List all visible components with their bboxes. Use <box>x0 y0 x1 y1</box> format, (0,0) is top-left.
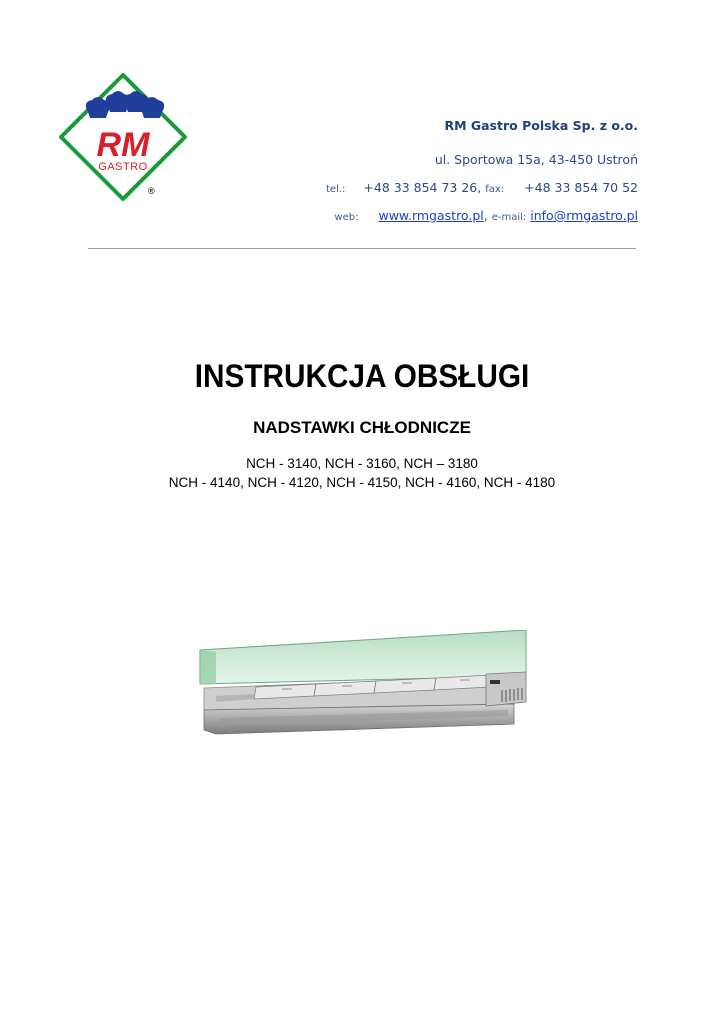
email-label: e-mail: <box>491 212 527 223</box>
contact-web-row <box>326 208 638 223</box>
logo-registered: ® <box>148 186 155 196</box>
logo-word: GASTRO <box>98 161 148 173</box>
website-link[interactable]: www.rmgastro.pl <box>378 208 484 223</box>
logo-initials: RM <box>96 126 150 164</box>
fax-label: fax: <box>485 184 505 195</box>
refrigerated-display-illustration <box>196 630 528 740</box>
company-name: RM Gastro Polska Sp. z o.o. <box>444 118 638 133</box>
company-info <box>326 118 638 223</box>
model-list-line-2: NCH - 4140, NCH - 4120, NCH - 4150, NCH - 4160, NCH - 4180 <box>168 475 556 490</box>
tel-number: +48 33 854 73 26, <box>363 180 482 195</box>
tel-label: tel.: <box>326 184 346 195</box>
fax-number: +48 33 854 70 52 <box>524 180 638 195</box>
web-separator: , <box>483 208 488 223</box>
document-title: INSTRUKCJA OBSŁUGI <box>194 358 530 394</box>
header-divider <box>88 248 636 249</box>
email-link[interactable]: info@rmgastro.pl <box>530 208 638 223</box>
document-subtitle: NADSTAWKI CHŁODNICZE <box>253 418 471 437</box>
web-label: web: <box>334 212 359 223</box>
model-list-line-1: NCH - 3140, NCH - 3160, NCH – 3180 <box>246 456 478 471</box>
rm-gastro-logo <box>58 72 188 202</box>
contact-phone-row <box>326 180 638 195</box>
company-address: ul. Sportowa 15a, 43-450 Ustroń <box>434 152 638 167</box>
